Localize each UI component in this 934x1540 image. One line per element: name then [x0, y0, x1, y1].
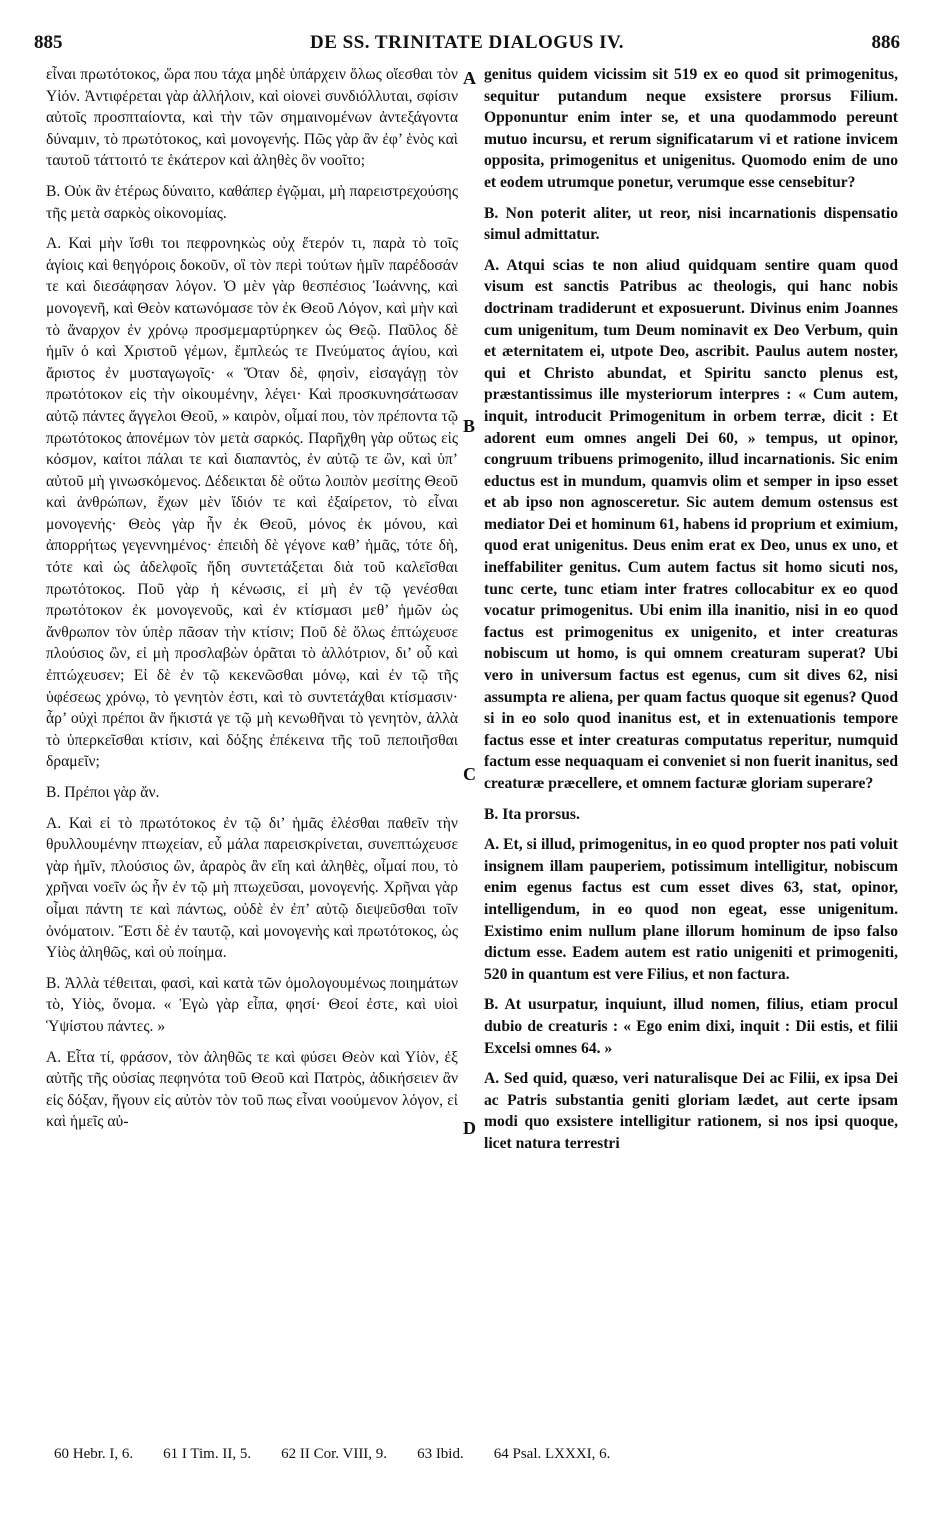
footnote: 62 II Cor. VIII, 9.	[281, 1446, 388, 1462]
footnote: 60 Hebr. I, 6.	[54, 1446, 134, 1462]
greek-paragraph: Α. Καὶ εἰ τὸ πρωτότοκος ἐν τῷ δι’ ἡμᾶς ἑλέσθαι παθεῖν τὴν θρυλλουμένην πτωχείαν, εὖ μάλα παρεισκρίνεται, συνεπτώχευσε γὰρ ἡμῖν, πλούσιος ὢν, ἀραρὸς ἂν εἴη καὶ ἀληθὲς, οἶμαί που, τὸ χρῆναι νοεῖν ὡς ἦν ἐν τῷ μὴ πτωχεῦσαι, μονογενής. Χρῆναι γὰρ οἶμαι πάντη τε καὶ πάντως, οὐδὲ ἐν ἐπ’ αὐτῷ διεψεῦσθαι τοῖν ὀνόματοιν. Ἔστι δὲ ἐν ταυτῷ, καὶ μονογενὴς καὶ πρωτότοκος, ὡς Υἱὸς ἀληθῶς, καὶ οὐ ποίημα.	[46, 814, 458, 962]
footnote: 63 Ibid.	[417, 1446, 464, 1462]
latin-paragraph: A. Atqui scias te non aliud quidquam sentire quam quod visum est sanctis Patribus ac theologis, qui hanc nobis doctrinam tradiderunt et exposuerunt. Divinus enim Joannes cum unigenitum, tum Deum nominavit ex Deo Verbum, quin et æternitatem ei, utpote Deo, ascribit. Paulus autem noster, qui et Christo abundat, et Spiritu sancto plenus est, præstantissimus ille mysteriorum interpres : « Cum autem, inquit, introducit Primogenitum in orbem terræ, dicit : Et adorent eum omnes angeli Dei 60, » tempus, ut opinor, congruum tribuens primogenito, illud incarnationis. Sic enim eductus est in mundum, quamvis olim et semper in ipso esset et ab ipso non agnosceretur. Sic autem demum ostensus est mediator Dei et hominum 61, habens id proprium et eximium, quod erat unigenitus. Deus enim erat ex Deo, unus ex uno, et ineffabiliter genitus. Cum autem factus sit homo sicuti nos, tunc certe, tunc etiam inter fratres collocabitur ex eo quod vocatur primogenitus. Ubi enim illa inanitio, nisi in eo quod factus est primogenitus ex unigenito, et inter creaturas nobiscum ut homo, is qui omnem creaturam superat? Ubi vero in universum factus est egenus, cum sit dives 62, nisi assumpta re aliena, per quam factus quoque sit egenus? Quod si in eo solo quod inanitus est, et in extenuationis tempore factus esse et inter creaturas computatus reperitur, numquid factum esse nequaquam ei conveniet si non fuerit inanitus, sed creaturæ præcellere, et omnem facturæ gloriam superare?	[484, 256, 898, 792]
greek-paragraph: Β. Πρέποι γὰρ ἄν.	[46, 784, 160, 801]
running-header	[34, 32, 900, 58]
latin-paragraph: B. Ita prorsus.	[484, 805, 580, 823]
latin-paragraph: genitus quidem vicissim sit 519 ex eo quod sit primogenitus, sequitur putandum neque exsistere prorsus Filium. Opponuntur enim inter se, et una quodammodo pereunt mutuo incursu, et rerum significatarum vi et ratione invicem opposita, primogenitus et unigenitus. Quomodo enim de uno et eodem utrumque ponetur, verumque esse censebitur?	[484, 66, 898, 191]
latin-paragraph: B. Non poterit aliter, ut reor, nisi incarnationis dispensatio simul admittatur.	[484, 204, 898, 244]
running-title: DE SS. TRINITATE DIALOGUS IV.	[309, 32, 625, 53]
greek-paragraph: εἶναι πρωτότοκος, ὥρα που τάχα μηδὲ ὑπάρχειν ὅλως οἴεσθαι τὸν Υἱόν. Ἀντιφέρεται γὰρ ἀλλήλοιν, καὶ οἱονεὶ συνδιόλλυται, σφίσιν αὐτοῖς προσπταίοντα, καὶ τὴν τῶν σημαινομένων ἀντεξάγοντα δύναμιν, τὸ πρωτότοκος, καὶ μονογενής. Πῶς γὰρ ἂν ἐφ’ ἑνὸς καὶ ταυτοῦ τάττοιτό τε ἑκάτερον καὶ ἀληθὲς ὂν νοοῖτο;	[46, 66, 458, 170]
footnote: 64 Psal. LXXXI, 6.	[493, 1446, 611, 1462]
footnote: 61 I Tim. II, 5.	[163, 1446, 252, 1462]
section-marker-d: D	[463, 1118, 476, 1138]
section-marker-a: A	[463, 68, 476, 88]
left-page-number: 885	[34, 32, 63, 53]
latin-paragraph: A. Et, si illud, primogenitus, in eo quod propter nos pati voluit insignem illam pauperiem, potissimum intelligitur, nobiscum enim egenus factus est cum esset dives 63, stat, opinor, intelligendum, in eo quod non egeat, esse unigenitum. Existimo enim nullum plane illorum hominum de ipso falso dictum esse. Eadem autem est ratio unigeniti et primogeniti, 520 in quantum est vere Filius, et non factura.	[484, 836, 898, 983]
section-marker-c: C	[463, 764, 476, 784]
greek-paragraph: Β. Οὐκ ἂν ἑτέρως δύναιτο, καθάπερ ἐγῷμαι, μὴ παρειστρεχούσης τῆς μετὰ σαρκὸς οἰκονομίας.	[46, 182, 458, 222]
latin-paragraph: B. At usurpatur, inquiunt, illud nomen, filius, etiam procul dubio de creaturis : « Ego enim dixi, inquit : Dii estis, et filii Excelsi omnes 64. »	[484, 996, 898, 1057]
greek-column	[46, 64, 458, 1133]
section-marker-b: B	[463, 416, 476, 436]
footnotes	[54, 1446, 894, 1463]
greek-paragraph: Β. Ἀλλὰ τέθειται, φασὶ, καὶ κατὰ τῶν ὁμολογουμένως ποιημάτων τὸ, Υἱὸς, ὄνομα. « Ἐγὼ γὰρ εἶπα, φησί· Θεοί ἐστε, καὶ υἱοὶ Ὑψίστου πάντες. »	[46, 974, 458, 1035]
latin-column	[484, 64, 898, 1155]
right-page-number: 886	[871, 32, 900, 53]
greek-paragraph: Α. Καὶ μὴν ἴσθι τοι πεφρονηκὼς οὐχ ἕτερόν τι, παρὰ τὸ τοῖς ἁγίοις καὶ θεηγόροις δοκοῦν, οἳ τὸν περὶ τούτων ἡμῖν παρέδοσάν τε καὶ διεσάφησαν λόγον. Ὁ μὲν γὰρ θεσπέσιος Ἰωάννης, καὶ μονογενῆ, καὶ Θεὸν κατωνόμασε τὸν ἐκ Θεοῦ Λόγον, καὶ μὴν καὶ τὸ ἄναρχον ἐν χρόνῳ προσμεμαρτύρηκεν ὡς Θεῷ. Παῦλος δὲ ἡμῖν ὁ καὶ Χριστοῦ γέμων, ἔμπλεώς τε Πνεύματος ἁγίου, καὶ ἄριστος ἐν μυσταγωγοῖς· « Ὅταν δὲ, φησὶν, εἰσαγάγῃ τὸν πρωτότοκον εἰς τὴν οἰκουμένην, λέγει· Καὶ προσκυνησάτωσαν αὐτῷ πάντες ἄγγελοι Θεοῦ, » καιρὸν, οἶμαί που, τὸν πρέποντα τῷ πρωτότοκος ἀπονέμων τὸν μετὰ σαρκός. Παρῆχθη γὰρ οὕτως εἰς κόσμον, καίτοι πάλαι τε καὶ διαπαντὸς, ἐν αὐτῷ τε ὢν, καὶ ὑπ’ αὐτοῦ μὴ γινωσκόμενος. Δέδεικται δὲ οὕτω λοιπὸν μεσίτης Θεοῦ καὶ ἀνθρώπων, ἔχων μὲν ἴδιόν τε καὶ ἐξαίρετον, τὸ εἶναι μονογενής· Θεὸς γὰρ ἦν ἐκ Θεοῦ, μόνος ἐκ μόνου, καὶ ἀπορρήτως γεγεννημένος· ἐπειδὴ δὲ γέγονε καθ’ ἡμᾶς, τότε δὴ, τότε καὶ ὡς ἀδελφοῖς ἤδη συντετάξεται διὰ τοῦ καλεῖσθαι πρωτότοκος. Ποῦ γὰρ ἡ κένωσις, εἰ μὴ ἐν τῷ γενέσθαι πρωτότοκον ἐκ μονογενοῦς, καὶ ἐν κτίσμασι μεθ’ ἡμῶν ὡς ἄνθρωπον τὸν ὑπὲρ πᾶσαν τὴν κτίσιν; Ποῦ δὲ ὅλως ἐπτώχευσε πλούσιος ὢν, εἰ μὴ προσλαβὼν ὁρᾶται τὸ ἀλλότριον, δι’ οὗ καὶ ἐπτώχευσεν; Εἰ δὲ ἐν τῷ κεκενῶσθαι μόνῳ, καὶ ἐν τῷ τῆς ὑφέσεως χρόνῳ, τὸ γενητὸν ἐστι, καὶ τὸ συντετάχθαι κτίσμασιν· ἆρ’ οὐχὶ πρέποι ἂν ἥκιστά γε τῷ μὴ κενωθῆναι τὸ γενητὸν, ἀλλὰ τὸ ὑπερκεῖσθαι κτίσιν, καὶ δόξης ἐπέκεινα τῆς τοῦ πεποιῆσθαι δραμεῖν;	[46, 235, 458, 771]
greek-paragraph: Α. Εἶτα τί, φράσον, τὸν ἀληθῶς τε καὶ φύσει Θεὸν καὶ Υἱὸν, ἐξ αὐτῆς τῆς οὐσίας πεφηνότα τοῦ Θεοῦ καὶ Πατρὸς, ἀδικήσειεν ἂν εἰς δόξαν, ἤγουν εἰς αὐτὸν τὸν τοῦ πως εἶναι νοούμενον λόγον, εἰ καὶ ἡμεῖς αὐ-	[46, 1048, 458, 1131]
latin-paragraph: A. Sed quid, quæso, veri naturalisque Dei ac Filii, ex ipsa Dei ac Patris substantia geniti gloriam lædet, aut certe ipsam modi quo exsistere intelligitur rationem, si nos ipsi quoque, licet natura terrestri	[484, 1070, 898, 1152]
